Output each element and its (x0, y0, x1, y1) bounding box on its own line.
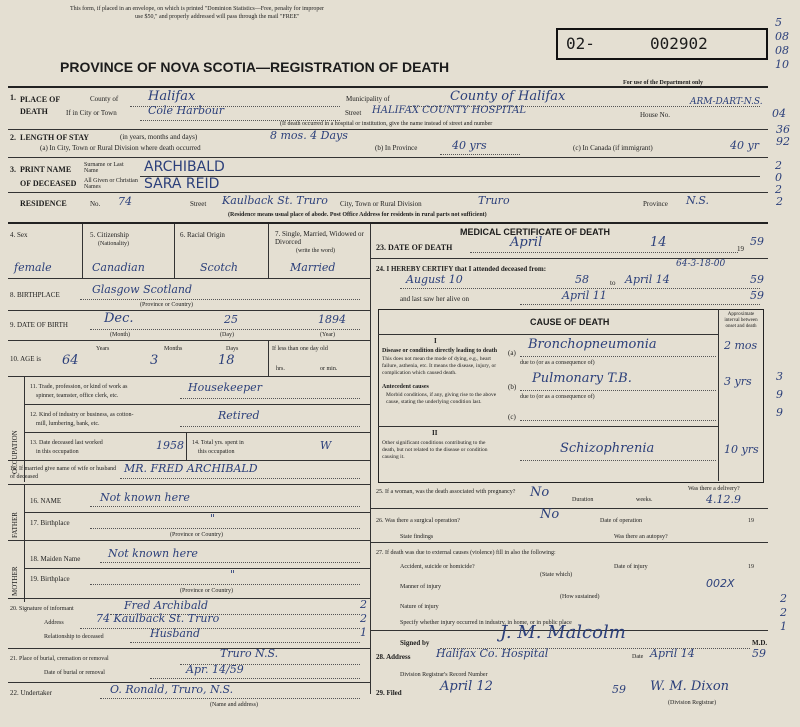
stay-label-num: 2. (10, 133, 16, 142)
mail-notice-line2: use $50," and properly addressed will pass through the mail "FREE" (135, 14, 300, 20)
medical-code: 3 (776, 370, 783, 383)
divider (24, 404, 370, 405)
cause-a-value: Bronchopneumonia (528, 337, 657, 352)
attended-to: April 14 (625, 273, 670, 286)
informant-address-label: Address (44, 620, 64, 626)
reg-prefix: 02- (566, 34, 595, 53)
cause-disease-note: This does not mean the mode of dying, e.g., heart failure, asthenia, etc. It means the disease, injury, or complication which caused death. (382, 356, 497, 376)
margin-code: 5 (775, 16, 782, 29)
hospital-note: (If death occurred in a hospital or institution, give the name instead of street and number (280, 121, 493, 127)
county-value: Halifax (148, 89, 196, 104)
residence-note: (Residence means usual place of abode. Post Office Address for residents in rural parts not sufficient) (228, 212, 487, 218)
name-code: 2 (775, 183, 782, 196)
line (80, 299, 360, 300)
mother-bp-value: " (230, 568, 236, 581)
stay-desc: (in years, months and days) (120, 133, 198, 141)
line (520, 390, 716, 391)
cause-b-interval: 3 yrs (724, 375, 752, 388)
line (520, 420, 716, 421)
q28-year: 59 (752, 647, 766, 660)
dod-month: April (510, 235, 543, 250)
residence-city-value: Truro (478, 194, 510, 207)
given-value: SARA REID (144, 176, 220, 192)
divider (24, 568, 370, 569)
day-word: (Day) (220, 332, 234, 338)
informant-code: 1 (360, 626, 367, 639)
q28-date: April 14 (650, 647, 695, 660)
line (520, 356, 716, 357)
interval-heading: Approximate interval between onset and death (724, 312, 758, 329)
antecedent-note: Morbid conditions, if any, giving rise to the above cause, stating the underlying condition last. (386, 392, 497, 405)
divider (8, 540, 370, 541)
signed-value: J. M. Malcolm (500, 622, 626, 643)
place-of-death-label: PLACE OF DEATH (20, 95, 60, 116)
mother-bp-sub: (Province or Country) (180, 588, 233, 594)
divider (24, 512, 370, 513)
q25-value: No (530, 485, 550, 500)
signed-label: Signed by (400, 639, 430, 647)
divider (8, 376, 370, 377)
autopsy-label: Was there an autopsy? (614, 534, 668, 540)
municipality-value: County of Halifax (450, 89, 566, 104)
trade-value: Housekeeper (188, 381, 262, 394)
cause-b-label: (b) (508, 383, 517, 391)
divider (8, 222, 768, 224)
margin-code: 08 (775, 30, 789, 43)
line (100, 562, 360, 563)
due-to-b: due to (or as a consequence of) (520, 394, 595, 400)
industry-value: Retired (218, 409, 260, 422)
cause-disease-label: Disease or condition directly leading to death (382, 348, 498, 354)
stay-a-label: (a) In City, Town or Rural Division where death occurred (40, 144, 201, 152)
reg-number: 002902 (650, 34, 708, 53)
last-saw-label: and last saw her alive on (400, 295, 470, 303)
residence-street-value: Kaulback St. Truro (222, 194, 328, 207)
attended-from-year: 58 (575, 273, 589, 286)
name-code: 0 (775, 171, 782, 184)
year-word: (Year) (320, 332, 336, 338)
q26-label: 26. Was there a surgical operation? (376, 518, 460, 524)
name-codes (775, 160, 782, 196)
divider (8, 310, 370, 311)
place-code-1: ARM-DART-N.S. (690, 97, 763, 107)
divider (8, 278, 370, 279)
mother-maiden-value: Not known here (108, 547, 198, 560)
q26-value: No (540, 507, 560, 522)
right-code: 2 (780, 592, 787, 605)
q29-registrar: W. M. Dixon (650, 679, 730, 694)
medical-code: 9 (776, 406, 783, 419)
informant-codes (360, 598, 367, 640)
last-worked-label: 13. Date deceased last worked (30, 440, 103, 446)
age-days: 18 (218, 353, 235, 368)
other-conditions-label: Other significant conditions contributing to the death, but not related to the disease or condition causing it. (382, 440, 488, 460)
name-label-num: 3. (10, 165, 16, 174)
line (130, 642, 360, 643)
residence-no-label: No. (90, 200, 101, 208)
birthplace-value: Glasgow Scotland (92, 283, 193, 296)
attended-to-year: 59 (750, 273, 764, 286)
delivery-code: 4.12.9 (706, 493, 741, 506)
attended-from: August 10 (406, 273, 463, 286)
racial-label: 6. Racial Origin (180, 231, 225, 239)
q25-label: 25. If a woman, was the death associated with pregnancy? (376, 489, 516, 495)
min-word: or min. (320, 366, 338, 372)
sex-label: 4. Sex (10, 231, 28, 239)
q29-year: 59 (612, 683, 626, 696)
municipality-label: Municipality of (346, 95, 390, 103)
father-bp-label: 17. Birthplace (30, 519, 70, 527)
right-code: 2 (780, 606, 787, 619)
age-months: 3 (150, 353, 159, 368)
divider (174, 224, 175, 278)
delivery-label: Was there a delivery? (688, 486, 740, 492)
state-findings-label: State findings (400, 534, 434, 540)
divider (8, 129, 768, 130)
certify-code: 64-3-18-00 (676, 259, 726, 269)
margin-codes (775, 16, 789, 72)
line (90, 528, 360, 529)
relationship-label: Relationship to deceased (44, 634, 104, 640)
given-label: All Given or Christian Names (84, 178, 138, 190)
residence-city-label: City, Town or Rural Division (340, 200, 422, 208)
q29-value: April 12 (440, 679, 493, 694)
divider (24, 484, 25, 602)
divider (370, 508, 768, 509)
op-year-prefix: 19 (748, 518, 754, 524)
column-divider (370, 224, 371, 694)
divider (8, 157, 768, 158)
line (90, 506, 360, 507)
dob-label: 9. DATE OF BIRTH (10, 321, 68, 329)
date-op-label: Date of operation (600, 518, 642, 524)
division-registrar-sub: (Division Registrar) (668, 700, 717, 706)
registration-number-box (556, 28, 768, 60)
father-bp-value: " (210, 512, 216, 525)
line (120, 478, 360, 479)
q29-label: 29. Filed (376, 689, 402, 697)
line (520, 460, 716, 461)
cause-b-value: Pulmonary T.B. (532, 371, 632, 386)
q27-label: 27. If death was due to external causes (violence) fill in also the following: (376, 550, 556, 556)
divider (378, 334, 718, 335)
divider (378, 426, 718, 427)
last-worked-value: 1958 (156, 439, 184, 452)
industry-label: 12. Kind of industry or business, as cotton- (30, 412, 134, 418)
stay-c-label: (c) In Canada (if immigrant) (573, 144, 653, 152)
citizenship-value: Canadian (92, 261, 145, 274)
cause-a-label: (a) (508, 349, 516, 357)
stay-codes (776, 124, 790, 148)
city-value: Cole Harbour (148, 104, 224, 117)
state-which: (State which) (540, 572, 573, 578)
residence-label: RESIDENCE (20, 199, 67, 208)
medical-side-codes (776, 368, 783, 422)
informant-code: 2 (360, 598, 367, 611)
divider (8, 192, 768, 193)
line (100, 698, 360, 699)
undertaker-label: 22. Undertaker (10, 689, 52, 697)
how-sustained: (How sustained) (560, 594, 600, 600)
stay-code: 36 (776, 123, 790, 136)
county-label: County of (90, 95, 119, 103)
manner-label: Manner of injury (400, 584, 441, 590)
street-label: Street (345, 109, 362, 117)
surname-label: Surname or Last Name (84, 162, 124, 174)
residence-no-value: 74 (118, 195, 132, 208)
total-years-value: W (320, 439, 332, 452)
informant-address-value: 74 Kaulback St. Truro (96, 612, 220, 625)
divider (370, 542, 768, 543)
divider (24, 432, 370, 433)
divider (8, 484, 370, 485)
surname-value: ARCHIBALD (144, 159, 225, 175)
dod-label: 23. DATE OF DEATH (376, 243, 453, 252)
residence-province-label: Province (643, 200, 668, 208)
line (180, 426, 360, 427)
md-label: M.D. (752, 639, 768, 647)
citizenship-label: 5. Citizenship (90, 231, 129, 239)
divider (186, 432, 187, 460)
name-code: 2 (775, 159, 782, 172)
sex-value: female (14, 261, 52, 274)
place-code-2: 04 (772, 107, 786, 120)
street-value: HALIFAX COUNTY HOSPITAL (372, 105, 527, 116)
mother-bp-label: 19. Birthplace (30, 575, 70, 583)
line (150, 678, 360, 679)
dob-day: 25 (224, 313, 238, 326)
division-record-label: Division Registrar's Record Number (400, 672, 488, 678)
last-saw-year: 59 (750, 289, 764, 302)
divider (268, 340, 269, 376)
q28-date-label: Date (632, 654, 644, 660)
residence-street-label: Street (190, 200, 207, 208)
medical-code: 9 (776, 388, 783, 401)
burial-date-label: Date of burial or removal (44, 670, 105, 676)
cause-ii-interval: 10 yrs (724, 443, 759, 456)
total-years-label-2: this occupation (198, 449, 235, 455)
spouse-label: 15. If married give name of wife or husband of deceased (10, 466, 117, 480)
form-title: PROVINCE OF NOVA SCOTIA—REGISTRATION OF DEATH (60, 59, 450, 75)
stay-label: LENGTH OF STAY (20, 133, 90, 142)
medical-heading: MEDICAL CERTIFICATE OF DEATH (460, 227, 610, 237)
age-years: 64 (62, 353, 79, 368)
dob-month: Dec. (104, 311, 134, 326)
dob-year: 1894 (318, 313, 346, 326)
dept-use-note: For use of the Department only (623, 80, 704, 86)
marital-value: Married (290, 261, 336, 274)
certify-label: 24. I HEREBY CERTIFY that I attended deceased from: (376, 265, 547, 273)
accident-label: Accident, suicide or homicide? (400, 564, 475, 570)
line (180, 398, 360, 399)
duration-label: Duration (572, 497, 594, 503)
cause-i-label: I (434, 337, 437, 345)
divider (8, 460, 370, 461)
citizenship-sub: (Nationality) (98, 241, 129, 247)
age-label: 10. AGE is (10, 355, 41, 363)
trade-label-2: spinner, teamster, office clerk, etc. (36, 393, 119, 399)
months-word: Months (164, 346, 183, 352)
occupation-side-label: OCCUPATION (11, 430, 19, 474)
birthplace-sub: (Province or Country) (140, 302, 193, 308)
father-bp-sub: (Province or Country) (170, 532, 223, 538)
last-saw-value: April 11 (562, 289, 607, 302)
line (90, 584, 360, 585)
days-word: Days (226, 346, 239, 352)
father-name-label: 16. NAME (30, 497, 62, 505)
code-002x: 002X (706, 577, 735, 590)
burial-place-label: 21. Place of burial, cremation or removal (10, 656, 109, 662)
name-label-2: OF DECEASED (20, 179, 77, 188)
last-worked-label-2: in this occupation (36, 449, 79, 455)
cause-ii-label: II (432, 429, 438, 437)
mother-side-label: MOTHER (11, 566, 19, 596)
mother-maiden-label: 18. Maiden Name (30, 555, 81, 563)
undertaker-sub: (Name and address) (210, 702, 258, 708)
specify-label: Specify whether injury occurred in industry, in home, or in public place (400, 620, 572, 626)
divider (82, 224, 83, 278)
place-label-num: 1. (10, 93, 16, 102)
q28-value: Halifax Co. Hospital (436, 647, 549, 660)
line (520, 304, 760, 305)
racial-value: Scotch (200, 261, 238, 274)
line (440, 154, 520, 155)
name-label-1: PRINT NAME (20, 165, 72, 174)
margin-code: 10 (775, 58, 789, 71)
cause-c-label: (c) (508, 413, 516, 421)
marital-sub: (write the word) (296, 248, 335, 254)
marital-label: 7. Single, Married, Widowed or Divorced (275, 230, 364, 246)
residence-province-value: N.S. (686, 194, 710, 207)
father-side-label: FATHER (11, 512, 19, 538)
date-injury-label: Date of injury (614, 564, 648, 570)
cause-heading: CAUSE OF DEATH (530, 317, 610, 327)
line (470, 252, 738, 253)
residence-code: 2 (776, 195, 783, 208)
month-word: (Month) (110, 332, 130, 338)
injury-year-prefix: 19 (748, 564, 754, 570)
right-codes (780, 592, 787, 634)
to-label: to (610, 279, 616, 287)
line (140, 176, 760, 177)
father-name-value: Not known here (100, 491, 190, 504)
age-note: If less than one day old (272, 346, 328, 352)
stay-a-value: 8 mos. 4 Days (270, 129, 348, 142)
nature-label: Nature of injury (400, 604, 439, 610)
stay-b-label: (b) In Province (375, 144, 418, 152)
weeks-label: weeks. (636, 497, 653, 503)
cause-ii-value: Schizophrenia (560, 441, 655, 456)
line (80, 628, 360, 629)
stay-b-value: 40 yrs (452, 139, 487, 152)
divider (8, 340, 370, 341)
q28-label: 28. Address (376, 653, 411, 661)
hrs-word: hrs. (276, 366, 285, 372)
right-code: 1 (780, 620, 787, 633)
margin-code: 08 (775, 44, 789, 57)
total-years-label: 14. Total yrs. spent in (192, 440, 244, 446)
dod-year-prefix: 19 (737, 245, 744, 253)
divider (268, 224, 269, 278)
city-label: If in City or Town (66, 109, 117, 117)
stay-c-value: 40 yr (730, 139, 759, 152)
undertaker-value: O. Ronald, Truro, N.S. (110, 683, 234, 696)
line (90, 329, 360, 330)
informant-code: 2 (360, 612, 367, 625)
burial-place-value: Truro N.S. (220, 647, 279, 660)
years-word: Years (96, 346, 110, 352)
stay-code: 92 (776, 135, 790, 148)
burial-date-value: Apr. 14/59 (186, 663, 244, 676)
cause-a-interval: 2 mos (724, 339, 758, 352)
spouse-value: MR. FRED ARCHIBALD (124, 462, 258, 475)
industry-label-2: mill, lumbering, bank, etc. (36, 421, 100, 427)
trade-label: 11. Trade, profession, or kind of work as (30, 384, 128, 390)
divider (8, 86, 768, 88)
house-label: House No. (640, 111, 670, 119)
antecedent-label: Antecedent causes (382, 384, 429, 390)
informant-sig-value: Fred Archibald (124, 599, 209, 612)
dod-year: 59 (750, 235, 764, 248)
informant-sig-label: 20. Signature of informant (10, 606, 74, 612)
due-to-a: due to (or as a consequence of) (520, 360, 595, 366)
divider (8, 648, 370, 649)
divider (718, 309, 719, 481)
birthplace-label: 8. BIRTHPLACE (10, 291, 60, 299)
dod-day: 14 (650, 235, 667, 250)
mail-notice-line1: This form, if placed in an envelope, on which is printed "Dominion Statistics—Free, penalty for improper (70, 6, 325, 12)
relationship-value: Husband (150, 627, 201, 640)
